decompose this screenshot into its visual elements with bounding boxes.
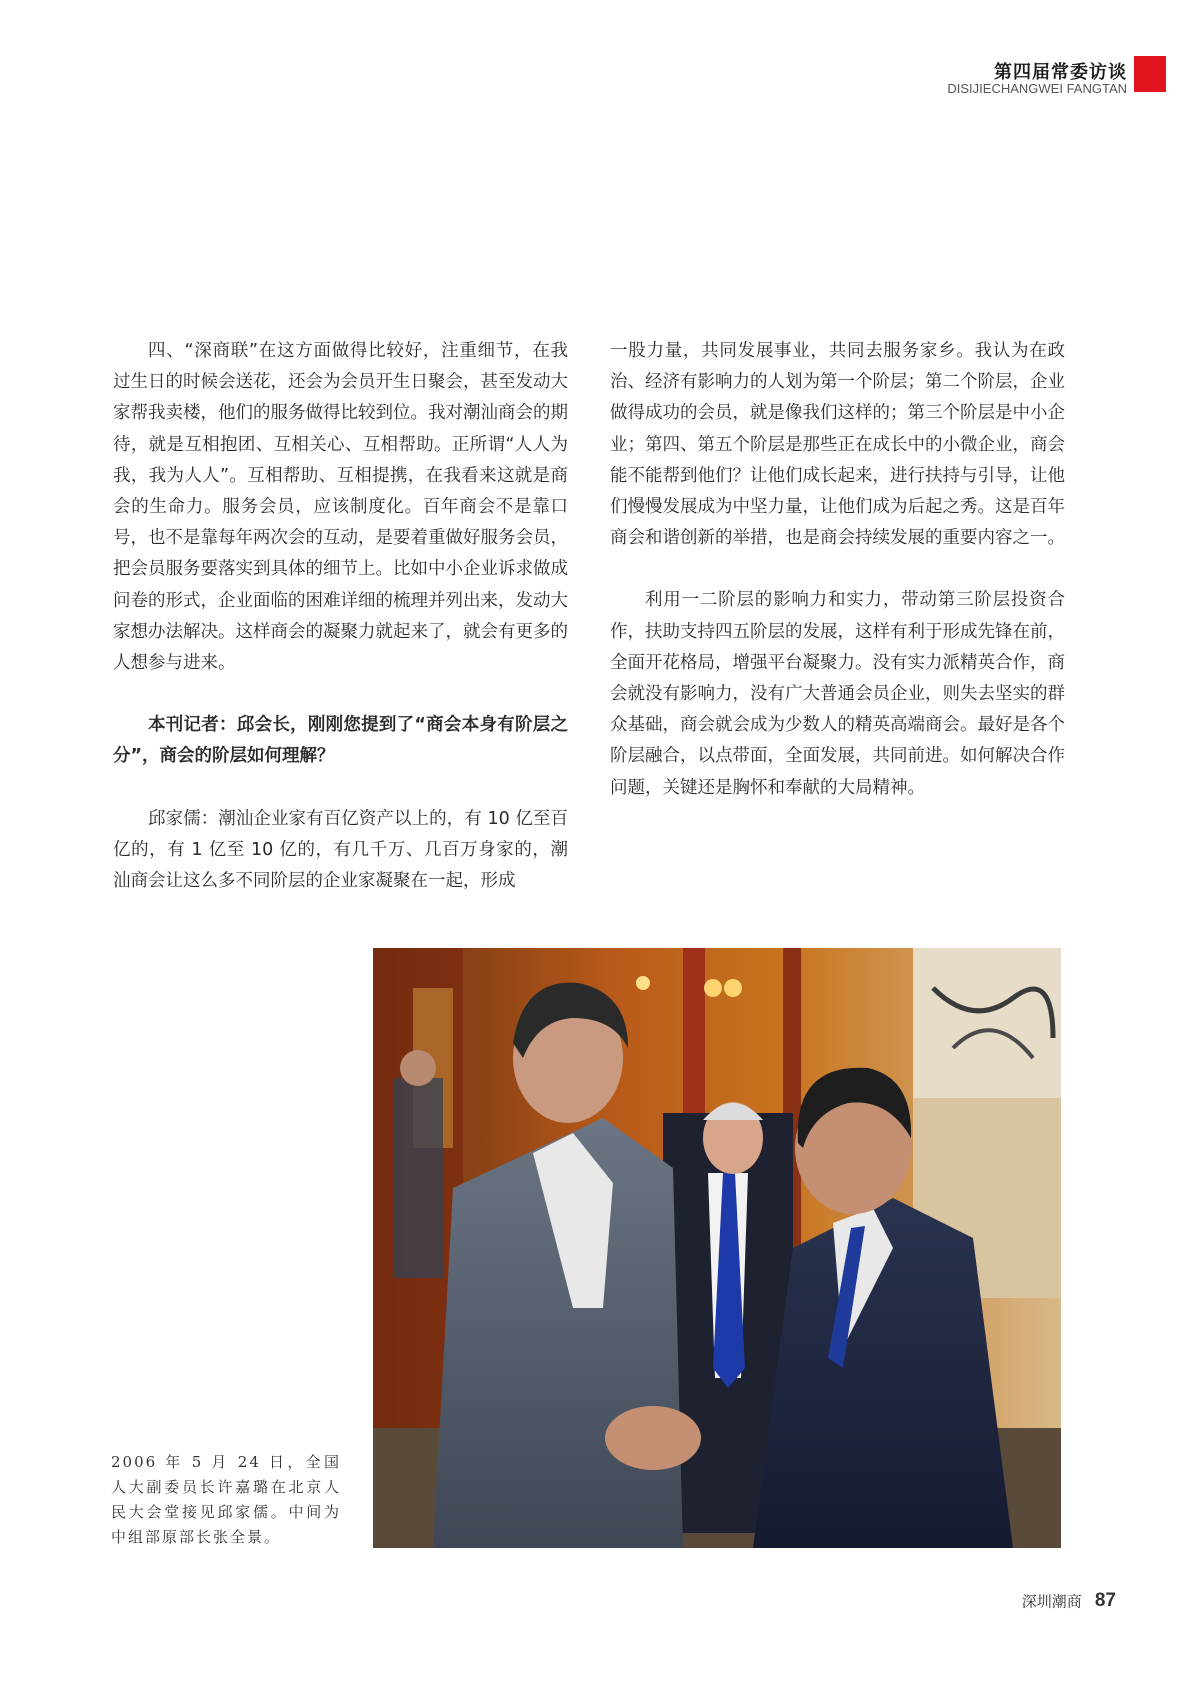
event-photo — [373, 948, 1061, 1548]
section-header — [860, 56, 1180, 96]
page-footer — [1022, 1590, 1116, 1612]
section-subtitle: DISIJIECHANGWEI FANGTAN — [947, 81, 1127, 96]
magazine-name: 深圳潮商 — [1021, 1592, 1082, 1611]
right-column — [610, 336, 1065, 804]
interview-answer-continued: 一股力量，共同发展事业，共同去服务家乡。我认为在政治、经济有影响力的人划为第一个阶层；第二个阶层，企业做得成功的会员，就是像我们这样的；第三个阶层是中小企业；第四、第五个阶层是那些正在成长中的小微企业，商会能不能帮到他们？让他们成长起来，进行扶持与引导，让他们慢慢发展成为中坚力量，让他们成为后起之秀。这是百年商会和谐创新的举措，也是商会持续发展的重要内容之一。 — [610, 341, 1065, 549]
photo-illustration — [373, 948, 1061, 1548]
accent-block — [1134, 56, 1166, 92]
paragraph-service: 四、“深商联”在这方面做得比较好，注重细节，在我过生日的时候会送花，还会为会员开生日聚会，甚至发动大家帮我卖楼，他们的服务做得比较到位。我对潮汕商会的期待，就是互相抱团、互相关心、互相帮助。正所谓“人人为我，我为人人”。互相帮助、互相提携，在我看来这就是商会的生命力。服务会员，应该制度化。百年商会不是靠口号，也不是靠每年两次会的互动，是要着重做好服务会员，把会员服务要落实到具体的细节上。比如中小企业诉求做成问卷的形式，企业面临的困难详细的梳理并列出来，发动大家想办法解决。这样商会的凝聚力就起来了，就会有更多的人想参与进来。 — [113, 341, 568, 674]
paragraph-cooperation: 利用一二阶层的影响力和实力，带动第三阶层投资合作，扶助支持四五阶层的发展，这样有利于形成先锋在前，全面开花格局，增强平台凝聚力。没有实力派精英合作，商会就没有影响力，没有广大普通会员企业，则失去坚实的群众基础，商会就会成为少数人的精英高端商会。最好是各个阶层融合，以点带面，全面发展，共同前进。如何解决合作问题，关键还是胸怀和奉献的大局精神。 — [610, 590, 1065, 798]
left-column — [113, 336, 568, 897]
interview-question: 本刊记者：邱会长，刚刚您提到了“商会本身有阶层之分”，商会的阶层如何理解？ — [113, 715, 568, 767]
page-number: 87 — [1094, 1590, 1116, 1611]
section-title: 第四届常委访谈 — [994, 62, 1127, 83]
photo-caption: 2006 年 5 月 24 日，全国人大副委员长许嘉璐在北京人民大会堂接见邱家儒。中间为中组部原部长张全景。 — [111, 1453, 341, 1546]
interview-answer: 邱家儒：潮汕企业家有百亿资产以上的，有 10 亿至百亿的，有 1 亿至 10 亿的，有几千万、几百万身家的，潮汕商会让这么多不同阶层的企业家凝聚在一起，形成 — [113, 808, 568, 892]
